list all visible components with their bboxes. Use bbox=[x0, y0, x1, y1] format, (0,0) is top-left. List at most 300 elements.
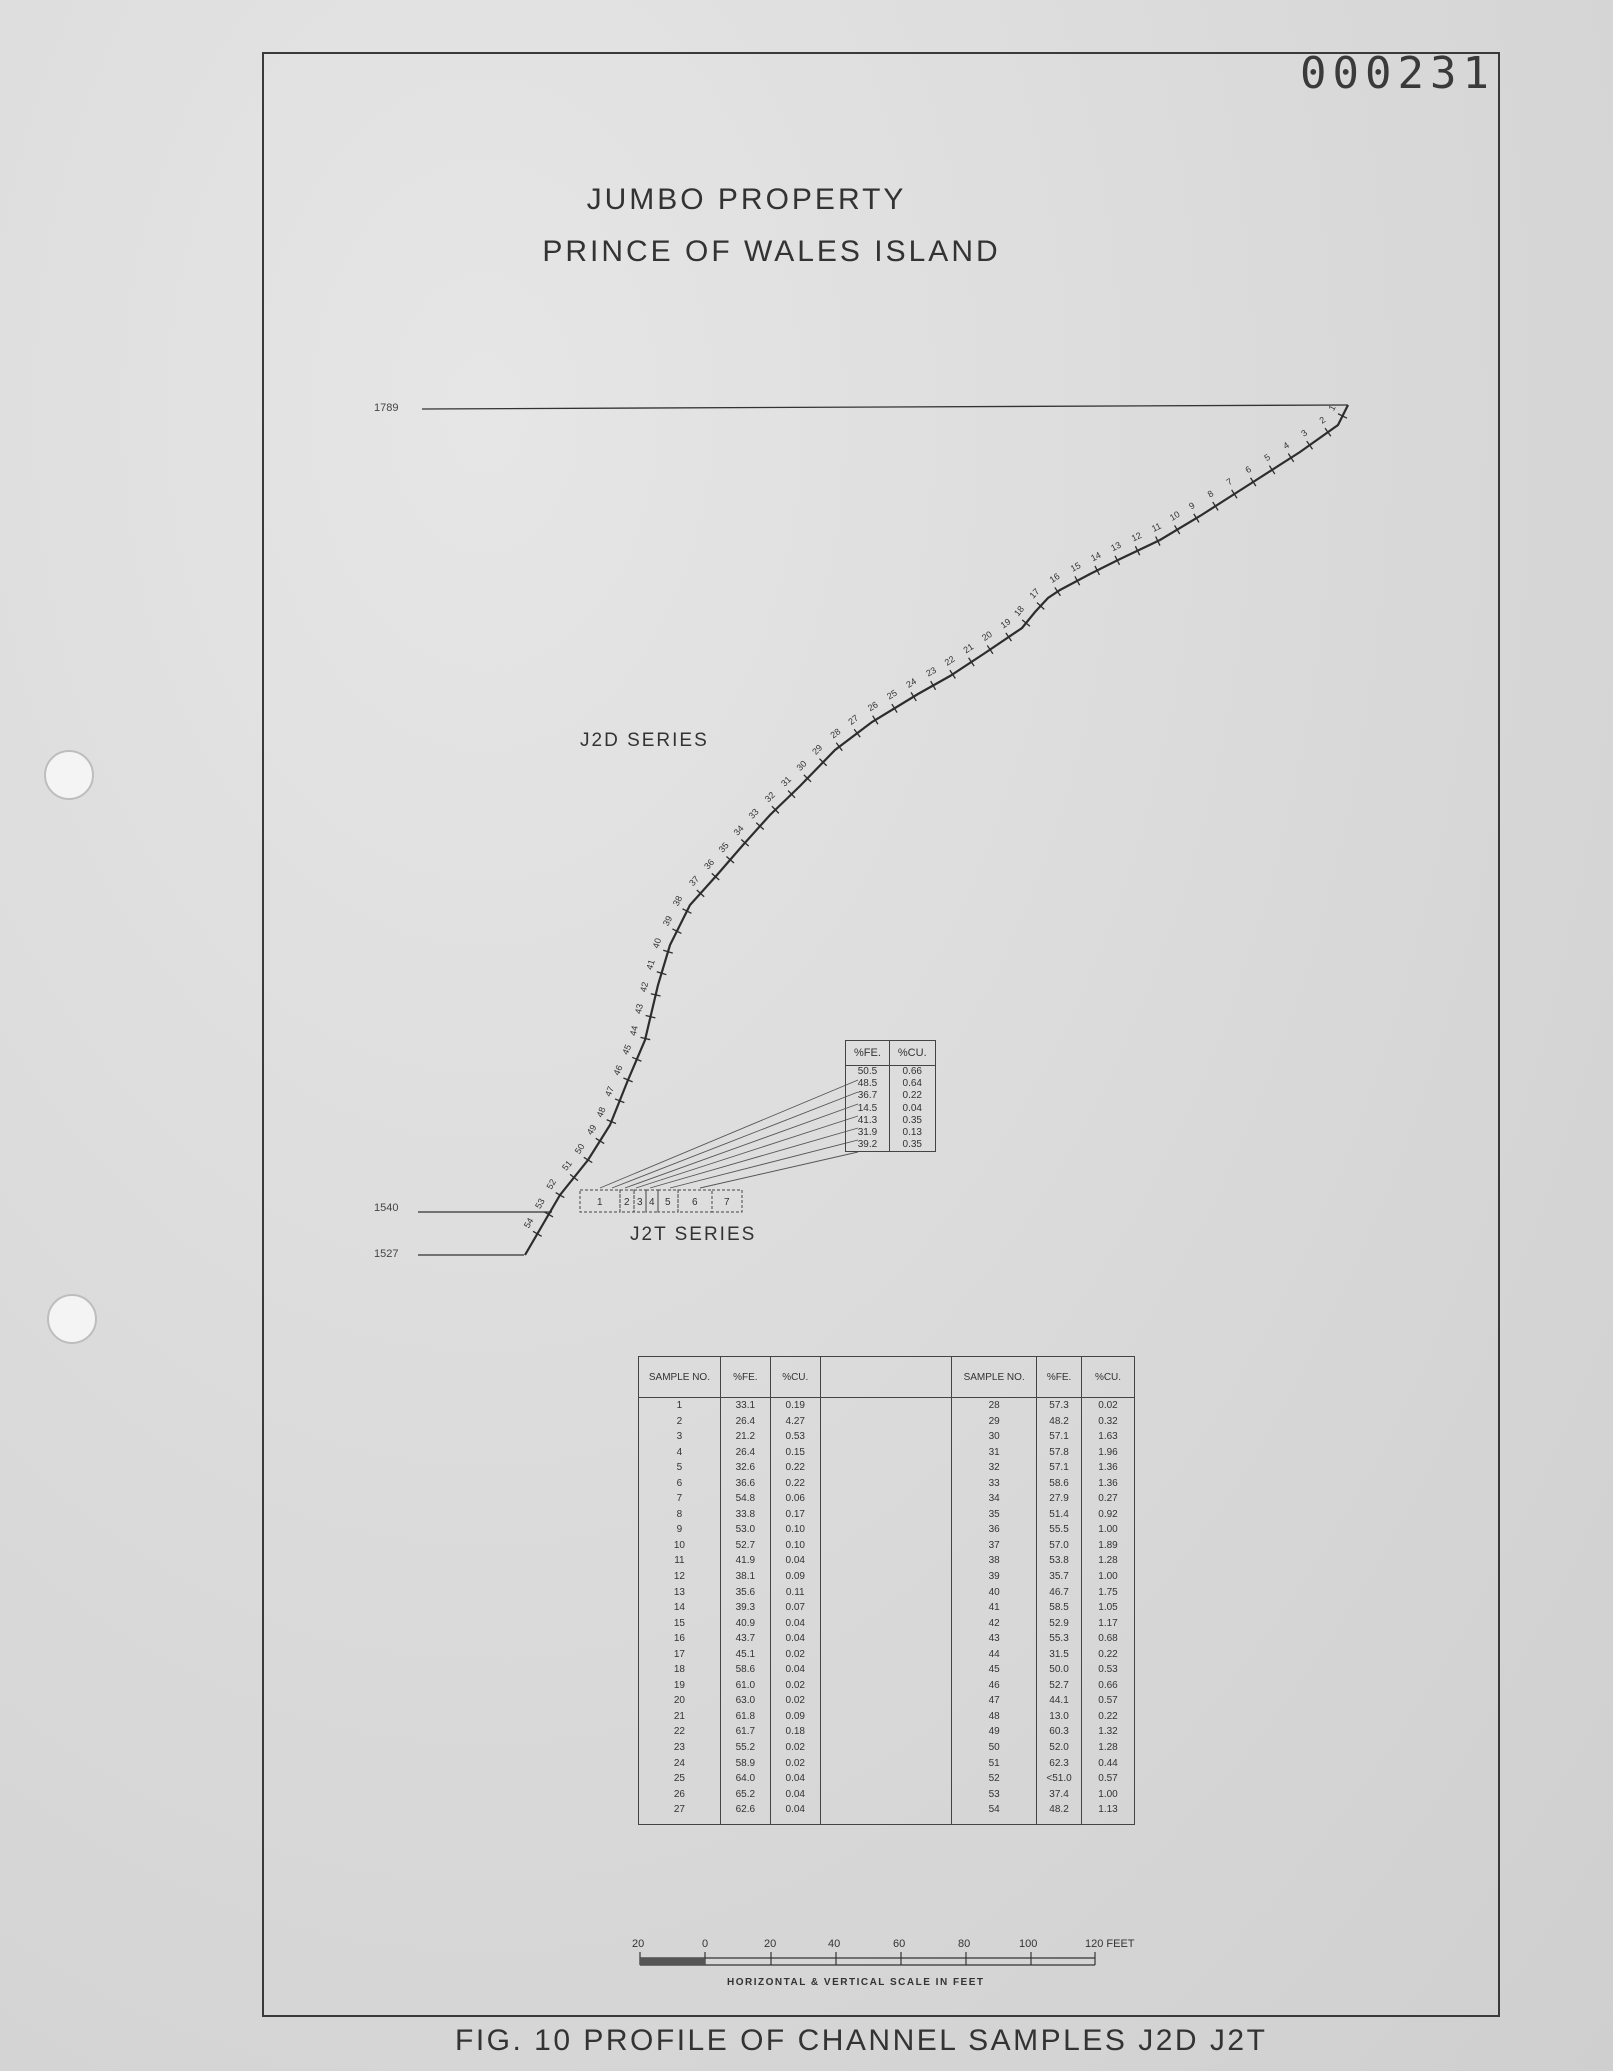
j2d-header-cell: %CU. bbox=[1082, 1357, 1135, 1398]
j2d-sample-no-cell: 37 bbox=[952, 1538, 1037, 1554]
j2d-cu-cell: 1.28 bbox=[1082, 1740, 1135, 1756]
j2t-table-row bbox=[846, 1103, 936, 1115]
j2d-sample-no-cell: 9 bbox=[639, 1522, 721, 1538]
j2d-table-row bbox=[639, 1538, 1135, 1554]
j2d-sample-no-cell: 38 bbox=[952, 1553, 1037, 1569]
sample-number-label: 36 bbox=[702, 857, 717, 872]
j2d-fe-cell: 52.9 bbox=[1037, 1616, 1082, 1632]
j2d-cu-cell: 0.11 bbox=[770, 1585, 820, 1601]
j2d-profile-line bbox=[525, 405, 1348, 1255]
j2d-table-row bbox=[639, 1600, 1135, 1616]
sample-number-label: 6 bbox=[1243, 464, 1254, 476]
sample-number-label: 38 bbox=[670, 894, 685, 908]
j2t-table-row bbox=[846, 1066, 936, 1079]
sample-number-label: 15 bbox=[1068, 560, 1083, 574]
j2d-blank-cell bbox=[820, 1631, 952, 1647]
j2d-blank-cell bbox=[820, 1771, 952, 1787]
j2d-header-cell: %FE. bbox=[1037, 1357, 1082, 1398]
j2t-header-fe: %FE. bbox=[846, 1041, 890, 1066]
j2d-cu-cell: 0.04 bbox=[770, 1662, 820, 1678]
j2d-sample-no-cell: 47 bbox=[952, 1693, 1037, 1709]
sample-number-label: 40 bbox=[650, 936, 664, 950]
j2d-fe-cell: 52.0 bbox=[1037, 1740, 1082, 1756]
sample-number-label: 29 bbox=[810, 742, 825, 757]
j2d-cu-cell: 0.68 bbox=[1082, 1631, 1135, 1647]
j2d-header-cell: %FE. bbox=[720, 1357, 770, 1398]
j2d-sample-no-cell: 52 bbox=[952, 1771, 1037, 1787]
j2d-cu-cell: 0.09 bbox=[770, 1709, 820, 1725]
sample-number-label: 10 bbox=[1167, 509, 1182, 523]
j2d-header-cell: SAMPLE NO. bbox=[639, 1357, 721, 1398]
j2d-sample-no-cell: 5 bbox=[639, 1460, 721, 1476]
j2d-sample-no-cell: 39 bbox=[952, 1569, 1037, 1585]
sample-number-label: 27 bbox=[846, 712, 861, 727]
j2d-fe-cell: 61.0 bbox=[720, 1678, 770, 1694]
j2d-sample-no-cell: 46 bbox=[952, 1678, 1037, 1694]
j2d-sample-no-cell: 51 bbox=[952, 1756, 1037, 1772]
scale-tick-label: 80 bbox=[958, 1938, 971, 1950]
j2d-fe-cell: 57.1 bbox=[1037, 1460, 1082, 1476]
j2t-cu-cell: 0.22 bbox=[889, 1090, 935, 1102]
j2d-fe-cell: 58.6 bbox=[1037, 1476, 1082, 1492]
j2d-table-row bbox=[639, 1585, 1135, 1601]
j2d-fe-cell: 55.2 bbox=[720, 1740, 770, 1756]
j2d-fe-cell: 51.4 bbox=[1037, 1507, 1082, 1523]
j2d-fe-cell: 64.0 bbox=[720, 1771, 770, 1787]
j2t-box-number: 5 bbox=[665, 1197, 671, 1208]
sample-number-label: 25 bbox=[885, 687, 899, 702]
j2t-cu-cell: 0.35 bbox=[889, 1139, 935, 1152]
j2d-cu-cell: 0.02 bbox=[770, 1756, 820, 1772]
j2d-cu-cell: 0.04 bbox=[770, 1787, 820, 1803]
j2d-fe-cell: 27.9 bbox=[1037, 1491, 1082, 1507]
j2d-cu-cell: 0.18 bbox=[770, 1724, 820, 1740]
sample-number-label: 12 bbox=[1129, 530, 1144, 544]
sample-number-label: 7 bbox=[1224, 476, 1235, 488]
j2t-cu-cell: 0.66 bbox=[889, 1066, 935, 1079]
j2d-sample-no-cell: 43 bbox=[952, 1631, 1037, 1647]
j2d-cu-cell: 0.06 bbox=[770, 1491, 820, 1507]
sample-number-label: 26 bbox=[865, 699, 880, 714]
j2t-fe-cell: 48.5 bbox=[846, 1078, 890, 1090]
figure-caption: FIG. 10 PROFILE OF CHANNEL SAMPLES J2D J2T bbox=[455, 2024, 1268, 2057]
j2d-sample-no-cell: 23 bbox=[639, 1740, 721, 1756]
j2t-table-row bbox=[846, 1090, 936, 1102]
j2d-fe-cell: 50.0 bbox=[1037, 1662, 1082, 1678]
j2d-blank-cell bbox=[820, 1445, 952, 1461]
j2d-cu-cell: 0.22 bbox=[770, 1476, 820, 1492]
sample-number-label: 9 bbox=[1187, 500, 1197, 512]
j2d-cu-cell: 1.00 bbox=[1082, 1522, 1135, 1538]
j2d-fe-cell: 57.8 bbox=[1037, 1445, 1082, 1461]
j2d-fe-cell: 60.3 bbox=[1037, 1724, 1082, 1740]
j2d-sample-no-cell: 11 bbox=[639, 1553, 721, 1569]
sample-number-label: 23 bbox=[924, 664, 938, 679]
sample-number-label: 19 bbox=[998, 616, 1013, 631]
j2d-blank-cell bbox=[820, 1460, 952, 1476]
j2d-table-row bbox=[639, 1771, 1135, 1787]
j2d-cu-cell: 0.07 bbox=[770, 1600, 820, 1616]
sample-number-label: 3 bbox=[1299, 427, 1310, 439]
scale-tick-label: 120 FEET bbox=[1085, 1938, 1135, 1950]
j2d-fe-cell: 32.6 bbox=[720, 1460, 770, 1476]
j2d-table-row bbox=[639, 1429, 1135, 1445]
j2d-fe-cell: 33.8 bbox=[720, 1507, 770, 1523]
j2d-sample-no-cell: 53 bbox=[952, 1787, 1037, 1803]
j2d-cu-cell: 0.09 bbox=[770, 1569, 820, 1585]
j2d-cu-cell: 0.27 bbox=[1082, 1491, 1135, 1507]
j2d-cu-cell: 0.04 bbox=[770, 1553, 820, 1569]
j2d-blank-cell bbox=[820, 1756, 952, 1772]
j2d-cu-cell: 0.04 bbox=[770, 1616, 820, 1632]
sample-number-label: 32 bbox=[762, 789, 778, 805]
j2d-cu-cell: 0.32 bbox=[1082, 1414, 1135, 1430]
j2d-cu-cell: 0.22 bbox=[770, 1460, 820, 1476]
j2d-sample-no-cell: 20 bbox=[639, 1693, 721, 1709]
scale-tick-label: 60 bbox=[893, 1938, 906, 1950]
j2d-table-row bbox=[639, 1553, 1135, 1569]
j2d-cu-cell: 1.36 bbox=[1082, 1476, 1135, 1492]
j2d-fe-cell: 35.7 bbox=[1037, 1569, 1082, 1585]
j2d-blank-cell bbox=[820, 1787, 952, 1803]
j2d-sample-no-cell: 6 bbox=[639, 1476, 721, 1492]
j2d-header-cell bbox=[820, 1357, 952, 1398]
j2t-assay-table bbox=[845, 1040, 936, 1152]
j2d-cu-cell: 0.02 bbox=[1082, 1398, 1135, 1414]
scale-tick-label: 100 bbox=[1019, 1938, 1038, 1950]
sample-number-label: 21 bbox=[961, 641, 976, 656]
j2d-blank-cell bbox=[820, 1678, 952, 1694]
j2t-fe-cell: 39.2 bbox=[846, 1139, 890, 1152]
j2d-sample-no-cell: 2 bbox=[639, 1414, 721, 1430]
j2d-fe-cell: 53.0 bbox=[720, 1522, 770, 1538]
j2d-fe-cell: 57.3 bbox=[1037, 1398, 1082, 1414]
j2d-blank-cell bbox=[820, 1569, 952, 1585]
j2d-cu-cell: 0.22 bbox=[1082, 1709, 1135, 1725]
scale-tick-label: 0 bbox=[702, 1938, 709, 1950]
j2d-table-row bbox=[639, 1787, 1135, 1803]
j2d-fe-cell: 55.3 bbox=[1037, 1631, 1082, 1647]
j2d-sample-no-cell: 19 bbox=[639, 1678, 721, 1694]
j2d-cu-cell: 1.32 bbox=[1082, 1724, 1135, 1740]
j2d-fe-cell: 33.1 bbox=[720, 1398, 770, 1414]
j2d-sample-no-cell: 36 bbox=[952, 1522, 1037, 1538]
j2d-fe-cell: 65.2 bbox=[720, 1787, 770, 1803]
j2t-fe-cell: 41.3 bbox=[846, 1115, 890, 1127]
j2d-sample-no-cell: 33 bbox=[952, 1476, 1037, 1492]
j2d-sample-no-cell: 32 bbox=[952, 1460, 1037, 1476]
j2d-table-row bbox=[639, 1678, 1135, 1694]
j2t-cu-cell: 0.13 bbox=[889, 1127, 935, 1139]
sample-number-label: 24 bbox=[904, 676, 919, 690]
j2t-fe-cell: 31.9 bbox=[846, 1127, 890, 1139]
j2d-header-cell: %CU. bbox=[770, 1357, 820, 1398]
elevation-line-1789 bbox=[422, 405, 1348, 409]
j2d-sample-no-cell: 45 bbox=[952, 1662, 1037, 1678]
j2d-cu-cell: 0.04 bbox=[770, 1631, 820, 1647]
j2d-sample-no-cell: 29 bbox=[952, 1414, 1037, 1430]
j2d-table-row bbox=[639, 1569, 1135, 1585]
sample-number-label: 30 bbox=[794, 758, 809, 773]
j2d-sample-no-cell: 31 bbox=[952, 1445, 1037, 1461]
sample-number-label: 43 bbox=[632, 1002, 646, 1015]
j2d-sample-no-cell: 26 bbox=[639, 1787, 721, 1803]
leader-line bbox=[650, 1128, 858, 1188]
sample-number-label: 51 bbox=[559, 1158, 575, 1173]
sample-number-label: 47 bbox=[602, 1084, 616, 1098]
j2d-cu-cell: 1.96 bbox=[1082, 1445, 1135, 1461]
j2d-fe-cell: 61.7 bbox=[720, 1724, 770, 1740]
j2d-fe-cell: 61.8 bbox=[720, 1709, 770, 1725]
j2d-fe-cell: 55.5 bbox=[1037, 1522, 1082, 1538]
j2d-table-row bbox=[639, 1724, 1135, 1740]
sample-number-label: 5 bbox=[1262, 451, 1273, 464]
j2d-cu-cell: 0.10 bbox=[770, 1522, 820, 1538]
sample-number-label: 50 bbox=[572, 1141, 587, 1156]
j2d-fe-cell: 41.9 bbox=[720, 1553, 770, 1569]
j2d-cu-cell: 1.13 bbox=[1082, 1802, 1135, 1818]
j2d-cu-cell: 1.05 bbox=[1082, 1600, 1135, 1616]
j2d-sample-no-cell: 28 bbox=[952, 1398, 1037, 1414]
j2d-sample-no-cell: 27 bbox=[639, 1802, 721, 1818]
sample-number-label: 53 bbox=[533, 1196, 547, 1211]
j2d-table-row bbox=[639, 1740, 1135, 1756]
sample-number-label: 34 bbox=[731, 823, 746, 838]
scale-caption: HORIZONTAL & VERTICAL SCALE IN FEET bbox=[727, 1977, 985, 1988]
j2d-fe-cell: 31.5 bbox=[1037, 1647, 1082, 1663]
j2d-cu-cell: 1.36 bbox=[1082, 1460, 1135, 1476]
j2d-cu-cell: 0.22 bbox=[1082, 1647, 1135, 1663]
sample-number-label: 28 bbox=[828, 726, 843, 741]
j2d-fe-cell: 40.9 bbox=[720, 1616, 770, 1632]
j2d-blank-cell bbox=[820, 1647, 952, 1663]
j2d-sample-no-cell: 13 bbox=[639, 1585, 721, 1601]
j2d-sample-no-cell: 10 bbox=[639, 1538, 721, 1554]
j2d-fe-cell: 57.1 bbox=[1037, 1429, 1082, 1445]
j2d-sample-no-cell: 54 bbox=[952, 1802, 1037, 1818]
sample-number-label: 49 bbox=[584, 1122, 599, 1137]
j2d-sample-no-cell: 4 bbox=[639, 1445, 721, 1461]
j2d-sample-no-cell: 44 bbox=[952, 1647, 1037, 1663]
j2d-fe-cell: 38.1 bbox=[720, 1569, 770, 1585]
j2d-sample-no-cell: 17 bbox=[639, 1647, 721, 1663]
elevation-label-bottom: 1527 bbox=[374, 1248, 399, 1260]
j2d-cu-cell: 1.00 bbox=[1082, 1569, 1135, 1585]
j2d-cu-cell: 0.02 bbox=[770, 1693, 820, 1709]
j2t-box-number: 4 bbox=[649, 1197, 655, 1208]
sample-number-label: 41 bbox=[644, 958, 657, 971]
sample-number-label: 20 bbox=[979, 629, 994, 643]
sample-number-label: 33 bbox=[746, 806, 761, 821]
j2d-fe-cell: 52.7 bbox=[720, 1538, 770, 1554]
j2d-sample-no-cell: 15 bbox=[639, 1616, 721, 1632]
j2t-cu-cell: 0.04 bbox=[889, 1103, 935, 1115]
j2d-table-row bbox=[639, 1398, 1135, 1414]
j2d-fe-cell: 35.6 bbox=[720, 1585, 770, 1601]
leader-line bbox=[612, 1092, 858, 1188]
sample-number-label: 22 bbox=[942, 653, 957, 668]
j2d-fe-cell: 44.1 bbox=[1037, 1693, 1082, 1709]
j2d-sample-no-cell: 7 bbox=[639, 1491, 721, 1507]
j2d-table-row bbox=[639, 1414, 1135, 1430]
j2d-series-label: J2D SERIES bbox=[580, 730, 709, 751]
j2d-cu-cell: 0.57 bbox=[1082, 1771, 1135, 1787]
j2t-fe-cell: 14.5 bbox=[846, 1103, 890, 1115]
j2d-blank-cell bbox=[820, 1398, 952, 1414]
j2d-fe-cell: 36.6 bbox=[720, 1476, 770, 1492]
j2t-table-row bbox=[846, 1078, 936, 1090]
j2d-sample-no-cell: 1 bbox=[639, 1398, 721, 1414]
sample-number-label: 11 bbox=[1150, 520, 1163, 534]
j2d-sample-no-cell: 25 bbox=[639, 1771, 721, 1787]
j2d-sample-no-cell: 50 bbox=[952, 1740, 1037, 1756]
leader-line bbox=[625, 1104, 858, 1188]
j2d-table-row bbox=[639, 1756, 1135, 1772]
j2d-sample-no-cell: 48 bbox=[952, 1709, 1037, 1725]
sample-number-label: 52 bbox=[544, 1177, 559, 1191]
j2d-fe-cell: 21.2 bbox=[720, 1429, 770, 1445]
elevation-label-mid: 1540 bbox=[374, 1202, 399, 1214]
j2d-blank-cell bbox=[820, 1662, 952, 1678]
j2t-box-number: 1 bbox=[597, 1197, 603, 1208]
j2d-sample-no-cell: 24 bbox=[639, 1756, 721, 1772]
j2d-fe-cell: 13.0 bbox=[1037, 1709, 1082, 1725]
j2d-fe-cell: 37.4 bbox=[1037, 1787, 1082, 1803]
j2d-fe-cell: 26.4 bbox=[720, 1414, 770, 1430]
j2d-sample-no-cell: 40 bbox=[952, 1585, 1037, 1601]
j2d-sample-no-cell: 34 bbox=[952, 1491, 1037, 1507]
scale-bar-fill bbox=[640, 1958, 705, 1965]
j2d-blank-cell bbox=[820, 1491, 952, 1507]
j2d-sample-no-cell: 30 bbox=[952, 1429, 1037, 1445]
j2t-table-row bbox=[846, 1115, 936, 1127]
j2d-fe-cell: 62.6 bbox=[720, 1802, 770, 1818]
j2d-cu-cell: 1.00 bbox=[1082, 1787, 1135, 1803]
j2d-fe-cell: 39.3 bbox=[720, 1600, 770, 1616]
j2d-cu-cell: 0.92 bbox=[1082, 1507, 1135, 1523]
sample-number-label: 44 bbox=[627, 1024, 640, 1037]
j2d-fe-cell: 48.2 bbox=[1037, 1414, 1082, 1430]
j2d-fe-cell: 43.7 bbox=[720, 1631, 770, 1647]
sample-number-label: 1 bbox=[1326, 403, 1338, 413]
j2d-cu-cell: 4.27 bbox=[770, 1414, 820, 1430]
j2d-blank-cell bbox=[820, 1522, 952, 1538]
j2d-cu-cell: 0.15 bbox=[770, 1445, 820, 1461]
sample-number-label: 2 bbox=[1317, 414, 1328, 426]
j2d-cu-cell: 0.02 bbox=[770, 1647, 820, 1663]
j2d-sample-no-cell: 8 bbox=[639, 1507, 721, 1523]
j2d-sample-no-cell: 12 bbox=[639, 1569, 721, 1585]
j2d-fe-cell: 63.0 bbox=[720, 1693, 770, 1709]
sample-number-label: 39 bbox=[660, 914, 675, 928]
j2t-fe-cell: 50.5 bbox=[846, 1066, 890, 1079]
j2d-blank-cell bbox=[820, 1724, 952, 1740]
j2d-blank-cell bbox=[820, 1429, 952, 1445]
j2d-fe-cell: 58.6 bbox=[720, 1662, 770, 1678]
j2d-sample-no-cell: 21 bbox=[639, 1709, 721, 1725]
j2d-blank-cell bbox=[820, 1616, 952, 1632]
j2d-blank-cell bbox=[820, 1414, 952, 1430]
leader-line bbox=[700, 1152, 858, 1188]
sample-number-label: 18 bbox=[1012, 603, 1027, 619]
j2t-box-number: 3 bbox=[637, 1197, 643, 1208]
j2d-fe-cell: 26.4 bbox=[720, 1445, 770, 1461]
j2d-cu-cell: 0.04 bbox=[770, 1771, 820, 1787]
sample-boundary-tick bbox=[1307, 441, 1313, 449]
j2d-table-row bbox=[639, 1693, 1135, 1709]
j2d-table-row bbox=[639, 1662, 1135, 1678]
j2d-cu-cell: 1.75 bbox=[1082, 1585, 1135, 1601]
j2d-cu-cell: 0.04 bbox=[770, 1802, 820, 1818]
j2d-blank-cell bbox=[820, 1600, 952, 1616]
sample-number-label: 17 bbox=[1027, 586, 1042, 601]
j2d-cu-cell: 0.53 bbox=[1082, 1662, 1135, 1678]
j2d-cu-cell: 0.02 bbox=[770, 1678, 820, 1694]
j2d-sample-no-cell: 16 bbox=[639, 1631, 721, 1647]
j2d-cu-cell: 1.17 bbox=[1082, 1616, 1135, 1632]
j2d-sample-no-cell: 18 bbox=[639, 1662, 721, 1678]
j2d-blank-cell bbox=[820, 1693, 952, 1709]
j2d-sample-no-cell: 35 bbox=[952, 1507, 1037, 1523]
j2d-fe-cell: 58.5 bbox=[1037, 1600, 1082, 1616]
j2d-table-row bbox=[639, 1522, 1135, 1538]
j2d-blank-cell bbox=[820, 1553, 952, 1569]
sample-number-label: 13 bbox=[1109, 539, 1123, 554]
sample-number-label: 8 bbox=[1205, 488, 1216, 500]
title-location: PRINCE OF WALES ISLAND bbox=[542, 235, 1001, 268]
j2d-cu-cell: 1.63 bbox=[1082, 1429, 1135, 1445]
scale-tick-label: 20 bbox=[764, 1938, 777, 1950]
j2d-fe-cell: 62.3 bbox=[1037, 1756, 1082, 1772]
sample-number-label: 4 bbox=[1281, 439, 1291, 452]
j2t-cu-cell: 0.35 bbox=[889, 1115, 935, 1127]
sample-number-label: 31 bbox=[779, 774, 794, 789]
elevation-label-top: 1789 bbox=[374, 402, 399, 414]
j2d-sample-no-cell: 14 bbox=[639, 1600, 721, 1616]
scale-tick-label: 40 bbox=[828, 1938, 841, 1950]
sample-number-label: 35 bbox=[716, 840, 731, 855]
j2t-box-number: 7 bbox=[724, 1197, 730, 1208]
j2t-table-row bbox=[846, 1127, 936, 1139]
j2d-sample-no-cell: 49 bbox=[952, 1724, 1037, 1740]
j2d-fe-cell: 58.9 bbox=[720, 1756, 770, 1772]
j2d-cu-cell: 0.44 bbox=[1082, 1756, 1135, 1772]
sample-number-label: 37 bbox=[687, 873, 702, 889]
j2d-cu-cell: 0.66 bbox=[1082, 1678, 1135, 1694]
j2d-table-row bbox=[639, 1631, 1135, 1647]
j2t-box-number: 6 bbox=[692, 1197, 698, 1208]
j2d-table-row bbox=[639, 1802, 1135, 1818]
j2d-blank-cell bbox=[820, 1585, 952, 1601]
j2d-fe-cell: 53.8 bbox=[1037, 1553, 1082, 1569]
scale-tick-label: 20 bbox=[632, 1938, 645, 1950]
j2d-table-row bbox=[639, 1647, 1135, 1663]
j2d-cu-cell: 0.53 bbox=[770, 1429, 820, 1445]
j2d-blank-cell bbox=[820, 1709, 952, 1725]
sample-number-label: 42 bbox=[638, 980, 651, 994]
sample-number-label: 46 bbox=[611, 1063, 625, 1077]
j2d-table-row bbox=[639, 1709, 1135, 1725]
j2t-header-cu: %CU. bbox=[889, 1041, 935, 1066]
j2d-assay-table bbox=[638, 1356, 1135, 1825]
sample-number-label: 14 bbox=[1089, 549, 1103, 564]
j2d-cu-cell: 0.02 bbox=[770, 1740, 820, 1756]
j2d-cu-cell: 0.17 bbox=[770, 1507, 820, 1523]
j2d-blank-cell bbox=[820, 1476, 952, 1492]
title-property: JUMBO PROPERTY bbox=[586, 183, 907, 216]
j2d-sample-no-cell: 22 bbox=[639, 1724, 721, 1740]
j2d-fe-cell: 54.8 bbox=[720, 1491, 770, 1507]
